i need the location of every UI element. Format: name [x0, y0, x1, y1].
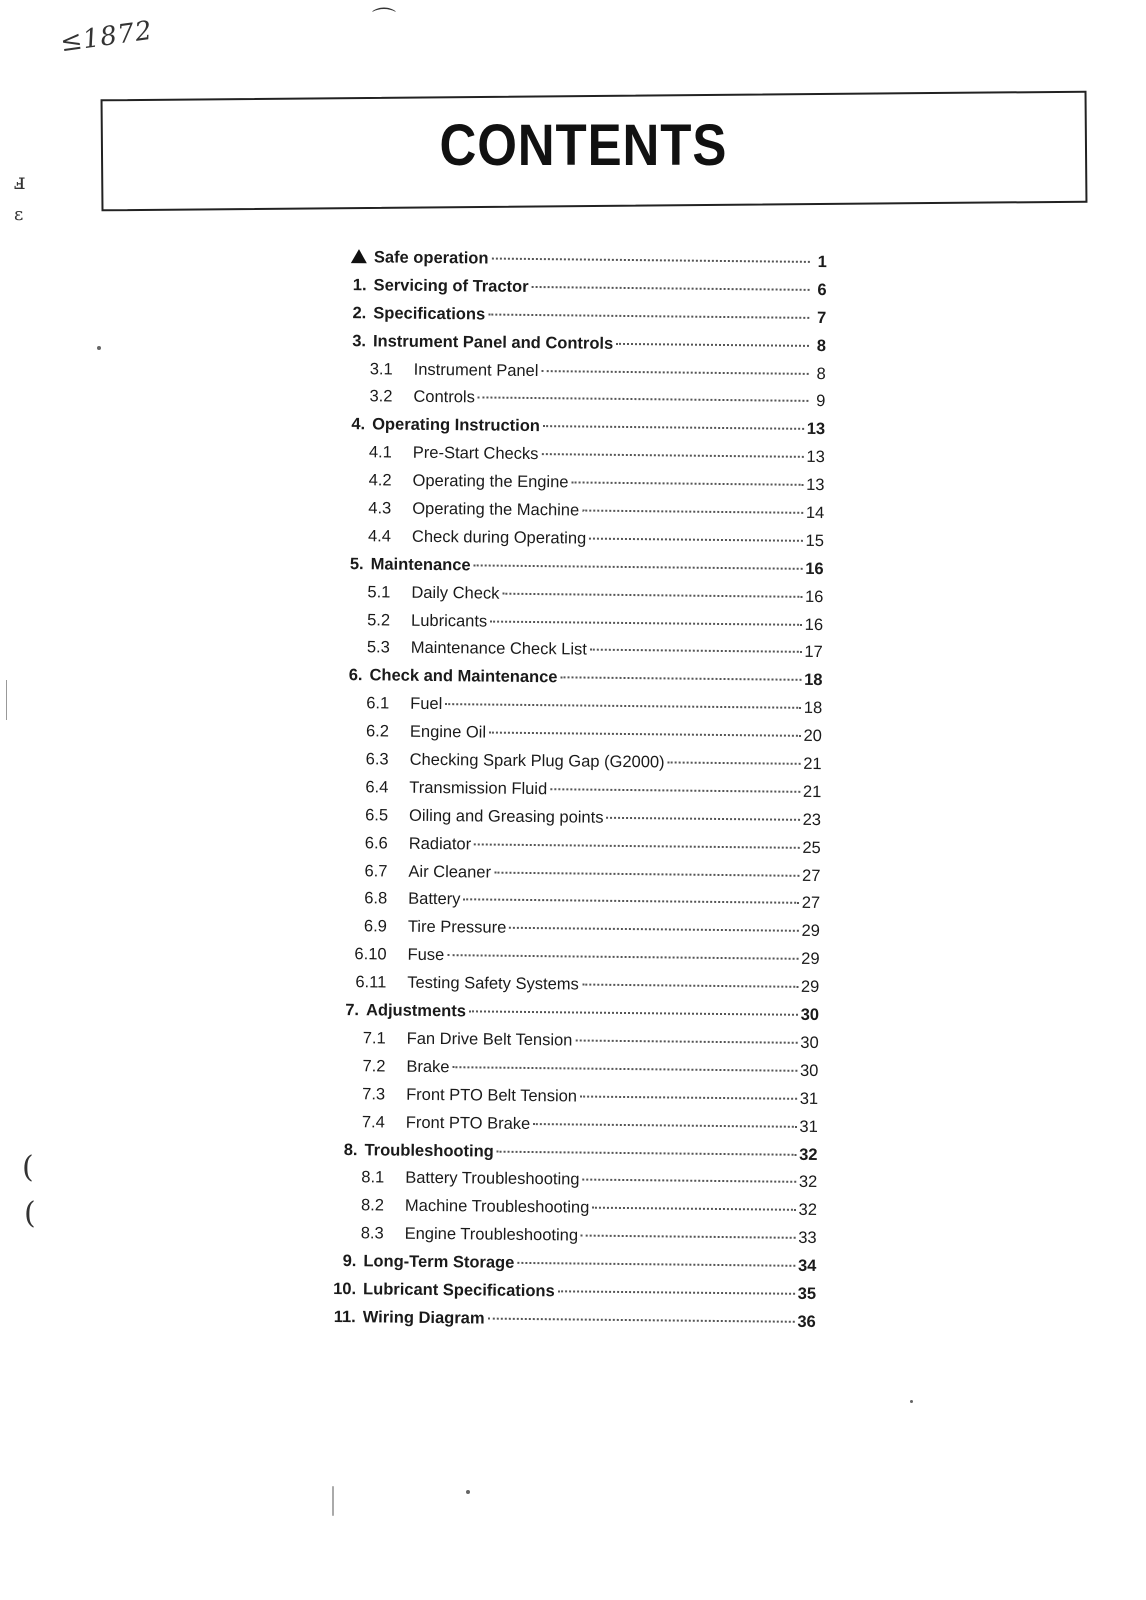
toc-entry-page: 16	[804, 587, 824, 606]
dot-leader	[589, 538, 802, 542]
toc-entry-page: 31	[799, 1089, 819, 1108]
toc-entry-label: Maintenance Check List	[410, 639, 588, 660]
dot-leader	[469, 1010, 798, 1015]
toc-entry-number: 8.1	[361, 1168, 385, 1187]
toc-entry-label: Battery Troubleshooting	[405, 1169, 580, 1189]
toc-entry-page: 32	[798, 1201, 818, 1220]
table-of-contents	[332, 248, 827, 1341]
toc-entry-label: Operating the Engine	[412, 471, 569, 492]
toc-entry-page: 15	[805, 531, 825, 550]
dot-leader	[474, 564, 803, 569]
dot-leader	[517, 1262, 795, 1267]
toc-entry-label: Engine Troubleshooting	[404, 1224, 579, 1245]
toc-entry-label: Long-Term Storage	[363, 1252, 515, 1272]
toc-entry-number: 6.1	[366, 694, 390, 713]
toc-entry-page: 27	[802, 866, 821, 885]
dot-leader	[581, 1235, 795, 1239]
toc-entry-label: Radiator	[408, 834, 472, 854]
toc-entry-number: 7.3	[362, 1084, 386, 1104]
toc-entry-label: Controls	[413, 388, 475, 407]
toc-entry-number: 4.3	[368, 499, 392, 518]
toc-entry-page: 30	[800, 1033, 819, 1052]
toc-entry-label: Battery	[408, 890, 461, 909]
toc-entry-label: Engine Oil	[409, 722, 487, 742]
toc-entry-page: 13	[806, 420, 826, 439]
toc-entry-label: Troubleshooting	[364, 1140, 494, 1161]
toc-entry-number: 6.2	[365, 722, 390, 741]
dot-leader	[445, 703, 801, 709]
toc-entry-number: 1.	[352, 275, 367, 295]
toc-entry-label: Safe operation	[373, 248, 489, 268]
dot-leader	[474, 843, 799, 848]
toc-entry-page: 32	[798, 1173, 818, 1192]
toc-entry-number: 3.	[352, 331, 367, 350]
toc-entry-page: 33	[798, 1228, 817, 1248]
dot-leader	[592, 1207, 795, 1211]
toc-entry-page: 34	[797, 1256, 817, 1276]
toc-entry-number: 8.2	[360, 1196, 385, 1215]
toc-entry-page: 29	[801, 922, 820, 941]
toc-entry-label: Pre-Start Checks	[412, 443, 539, 464]
dot-leader	[575, 1039, 797, 1043]
toc-entry-label: Fan Drive Belt Tension	[406, 1029, 573, 1050]
toc-entry-number: 6.7	[364, 861, 388, 881]
toc-entry-label: Instrument Panel and Controls	[372, 331, 614, 353]
toc-entry-page: 18	[803, 699, 823, 718]
toc-entry-page: 29	[800, 977, 820, 997]
handwritten-note: ≤1872	[58, 15, 155, 59]
toc-entry-number: 9.	[342, 1252, 357, 1271]
dot-leader	[582, 510, 803, 514]
dot-leader	[489, 732, 801, 737]
toc-entry-page: 25	[802, 838, 821, 857]
toc-entry-label: Front PTO Brake	[405, 1113, 531, 1133]
dot-leader	[502, 592, 802, 597]
dot-leader	[606, 817, 799, 821]
toc-entry-label: Fuse	[407, 945, 445, 965]
toc-entry-label: Brake	[406, 1057, 450, 1076]
toc-entry-page: 29	[801, 950, 820, 969]
dot-leader	[488, 1317, 795, 1322]
dot-leader	[497, 1150, 796, 1155]
dot-leader	[494, 871, 799, 876]
toc-entry-label: Lubricants	[411, 611, 488, 631]
dot-leader	[453, 1066, 798, 1072]
warning-triangle-icon	[351, 249, 367, 263]
dot-leader	[541, 370, 808, 375]
dot-leader	[533, 1123, 796, 1128]
toc-entry-number: 6.4	[365, 778, 389, 797]
dot-leader	[490, 620, 802, 625]
toc-entry-page: 21	[803, 754, 822, 774]
dot-leader	[550, 788, 800, 793]
toc-entry-page: 13	[806, 448, 825, 467]
toc-entry-number: 6.9	[363, 917, 387, 936]
toc-entry-number: 5.2	[367, 610, 391, 630]
toc-entry-number: 6.10	[354, 945, 387, 964]
toc-entry-label: Machine Troubleshooting	[404, 1196, 590, 1217]
toc-entry-label: Transmission Fluid	[409, 778, 548, 799]
toc-entry-label: Checking Spark Plug Gap (G2000)	[409, 750, 665, 772]
toc-entry-number: 10.	[333, 1279, 357, 1299]
toc-entry-number: 4.4	[367, 527, 392, 546]
toc-entry-number: 4.	[351, 415, 366, 434]
toc-entry-label: Air Cleaner	[408, 862, 492, 882]
toc-entry-number: 5.	[349, 554, 364, 574]
toc-entry	[332, 1308, 816, 1341]
toc-entry-number: 7.2	[362, 1057, 386, 1076]
dot-leader	[583, 1179, 796, 1183]
toc-entry-number: 6.	[348, 666, 363, 685]
dot-leader	[580, 1095, 797, 1099]
toc-entry-label: Fuel	[410, 694, 443, 714]
toc-entry-label: Adjustments	[365, 1001, 467, 1021]
dot-leader	[541, 453, 803, 458]
toc-entry-label: Check during Operating	[411, 527, 587, 548]
toc-entry-number: 6.3	[365, 750, 389, 769]
toc-entry-page: 7	[817, 308, 827, 327]
toc-entry-page: 31	[799, 1117, 818, 1136]
toc-entry-label: Check and Maintenance	[369, 666, 558, 687]
toc-entry-number: 8.3	[360, 1224, 384, 1243]
toc-entry-number: 3.2	[369, 387, 393, 406]
toc-entry-page: 17	[804, 643, 823, 662]
toc-entry-page: 30	[799, 1061, 819, 1080]
toc-entry-number: 7.	[345, 1001, 360, 1020]
dot-leader	[447, 954, 798, 960]
toc-entry-page: 14	[805, 503, 825, 523]
toc-entry-label: Testing Safety Systems	[407, 973, 579, 994]
toc-entry-label: Wiring Diagram	[362, 1308, 485, 1328]
toc-entry-page: 36	[797, 1312, 816, 1331]
toc-entry-page: 8	[816, 336, 827, 355]
dot-leader	[543, 425, 804, 430]
dot-leader	[571, 482, 803, 486]
toc-entry-label: Daily Check	[411, 583, 500, 603]
toc-entry-page: 18	[804, 671, 823, 690]
dot-leader	[668, 761, 801, 764]
toc-entry-number: 6.5	[365, 806, 389, 825]
toc-entry-number: 11.	[333, 1307, 356, 1327]
toc-entry-number: 6.11	[355, 973, 387, 992]
toc-entry-page: 20	[803, 726, 823, 746]
dot-leader	[463, 899, 798, 905]
toc-entry-number: 6.6	[364, 833, 388, 853]
toc-entry-label: Specifications	[373, 304, 486, 324]
warning-icon	[343, 248, 367, 267]
dot-leader	[491, 258, 809, 263]
toc-entry-page: 23	[802, 810, 822, 829]
toc-entry-page: 21	[802, 782, 822, 801]
toc-entry-label: Front PTO Belt Tension	[406, 1085, 578, 1106]
toc-entry-page: 27	[801, 894, 821, 913]
toc-entry-number: 3.1	[369, 359, 393, 379]
toc-entry-page: 16	[804, 615, 824, 634]
toc-entry-number: 8.	[343, 1140, 358, 1159]
toc-entry-page: 30	[800, 1005, 820, 1025]
toc-entry-label: Tire Pressure	[407, 918, 507, 938]
toc-entry-page: 32	[799, 1145, 818, 1164]
toc-entry-page: 16	[805, 559, 824, 578]
dot-leader	[488, 313, 809, 318]
toc-entry-number: 7.4	[361, 1112, 385, 1132]
toc-entry-number: 6.8	[364, 889, 388, 908]
dot-leader	[509, 927, 798, 932]
toc-entry-page: 35	[797, 1284, 817, 1303]
toc-entry-page: 9	[816, 392, 826, 411]
toc-entry-page: 6	[817, 280, 827, 299]
toc-entry-label: Oiling and Greasing points	[408, 806, 604, 827]
dot-leader	[558, 1290, 795, 1294]
toc-entry-label: Maintenance	[370, 555, 471, 575]
toc-entry-number: 5.1	[367, 582, 391, 602]
dot-leader	[532, 286, 810, 291]
toc-entry-number: 7.1	[362, 1029, 386, 1048]
toc-entry-page: 1	[817, 252, 827, 272]
dot-leader	[616, 343, 809, 347]
toc-entry-number: 5.3	[366, 638, 390, 657]
dot-leader	[560, 677, 801, 682]
dot-leader	[582, 984, 798, 988]
toc-entry-label: Operating Instruction	[372, 415, 541, 436]
page-title: CONTENTS	[439, 113, 728, 178]
toc-entry-page: 8	[816, 364, 826, 383]
toc-entry-label: Lubricant Specifications	[363, 1280, 555, 1301]
toc-entry-number: 4.1	[368, 443, 392, 462]
toc-entry-number: 2.	[352, 303, 367, 323]
dot-leader	[590, 649, 802, 653]
toc-entry-label: Servicing of Tractor	[373, 276, 529, 296]
toc-entry-label: Instrument Panel	[413, 360, 539, 380]
toc-entry-page: 13	[806, 475, 825, 495]
toc-entry-number: 4.2	[368, 471, 392, 490]
dot-leader	[478, 397, 809, 402]
toc-entry-label: Operating the Machine	[412, 499, 580, 520]
